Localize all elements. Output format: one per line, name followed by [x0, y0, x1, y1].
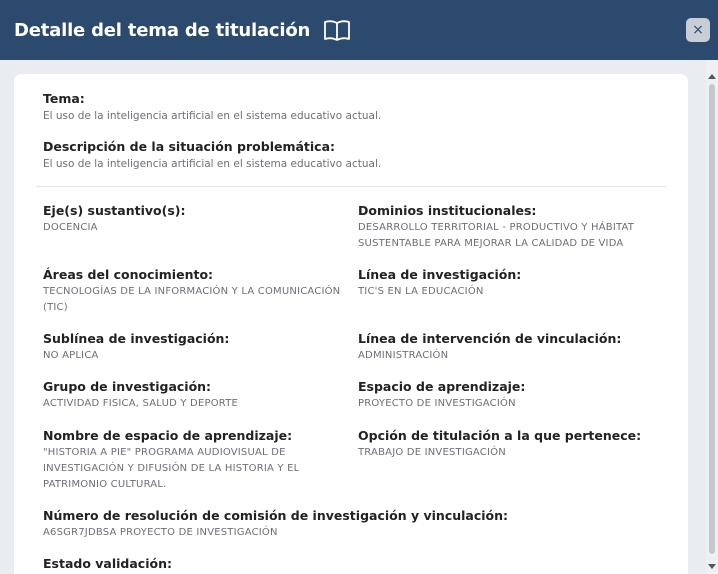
field-label: Nombre de espacio de aprendizaje: [43, 428, 293, 443]
close-button[interactable] [686, 18, 710, 42]
open-book-icon [322, 18, 352, 42]
field-value: PROYECTO DE INVESTIGACIÓN [358, 398, 516, 409]
field-value: DOCENCIA [43, 222, 98, 233]
modal-body [0, 60, 718, 574]
field-label: Grupo de investigación: [43, 379, 212, 394]
field-value: El uso de la inteligencia artificial en el sistema educativo actual. [43, 110, 382, 122]
field-tema [43, 91, 663, 124]
close-icon: × [692, 22, 704, 38]
scroll-up-arrow-icon[interactable] [708, 74, 716, 79]
field-value: "HISTORIA A PIE" PROGRAMA AUDIOVISUAL DE INVESTIGACIÓN Y DIFUSIÓN DE LA HISTORIA Y EL PATRIMONIO CULTURAL. [43, 447, 300, 490]
field-descripcion [43, 139, 663, 172]
field-label: Tema: [43, 91, 85, 106]
field-label: Áreas del conocimiento: [43, 267, 214, 282]
modal-title: Detalle del tema de titulación [14, 19, 311, 41]
field-value: TIC'S EN LA EDUCACIÓN [358, 286, 484, 297]
field-ejes [43, 203, 343, 236]
field-value: ADMINISTRACIÓN [358, 350, 449, 361]
field-linea-investigacion [358, 267, 658, 300]
scroll-down-arrow-icon[interactable] [708, 564, 716, 569]
field-label: Eje(s) sustantivo(s): [43, 203, 186, 218]
section-divider [36, 186, 667, 187]
field-areas [43, 267, 353, 316]
scrollbar[interactable] [706, 60, 718, 574]
field-label: Línea de investigación: [358, 267, 522, 282]
field-label: Sublínea de investigación: [43, 331, 230, 346]
field-value: TECNOLOGÍAS DE LA INFORMACIÓN Y LA COMUNICACIÓN (TIC) [43, 286, 341, 313]
field-resolucion [43, 508, 663, 541]
field-opcion-titulacion [358, 428, 678, 461]
field-value: ACTIVIDAD FISICA, SALUD Y DEPORTE [43, 398, 239, 409]
field-espacio [358, 379, 658, 412]
field-label: Espacio de aprendizaje: [358, 379, 526, 394]
field-linea-vinculacion [358, 331, 678, 364]
field-value: A6SGR7JDBSA PROYECTO DE INVESTIGACIÓN [43, 527, 278, 538]
field-label: Estado validación: [43, 556, 172, 571]
field-dominios [358, 203, 658, 252]
field-label: Línea de intervención de vinculación: [358, 331, 622, 346]
field-value: DESARROLLO TERRITORIAL - PRODUCTIVO Y HÁBITAT SUSTENTABLE PARA MEJORAR LA CALIDAD DE VIDA [358, 222, 635, 249]
field-label: Dominios institucionales: [358, 203, 537, 218]
field-label: Opción de titulación a la que pertenece: [358, 428, 642, 443]
field-value: NO APLICA [43, 350, 99, 361]
field-value: TRABAJO DE INVESTIGACIÓN [358, 447, 506, 458]
field-nombre-espacio [43, 428, 323, 493]
scroll-thumb[interactable] [709, 84, 715, 554]
modal-header [0, 0, 718, 60]
detail-card [14, 74, 688, 574]
field-label: Número de resolución de comisión de investigación y vinculación: [43, 508, 509, 523]
field-grupo [43, 379, 343, 412]
field-value: El uso de la inteligencia artificial en el sistema educativo actual. [43, 158, 382, 170]
field-label: Descripción de la situación problemática: [43, 139, 336, 154]
field-estado-validacion [43, 556, 663, 573]
field-sublinea [43, 331, 343, 364]
